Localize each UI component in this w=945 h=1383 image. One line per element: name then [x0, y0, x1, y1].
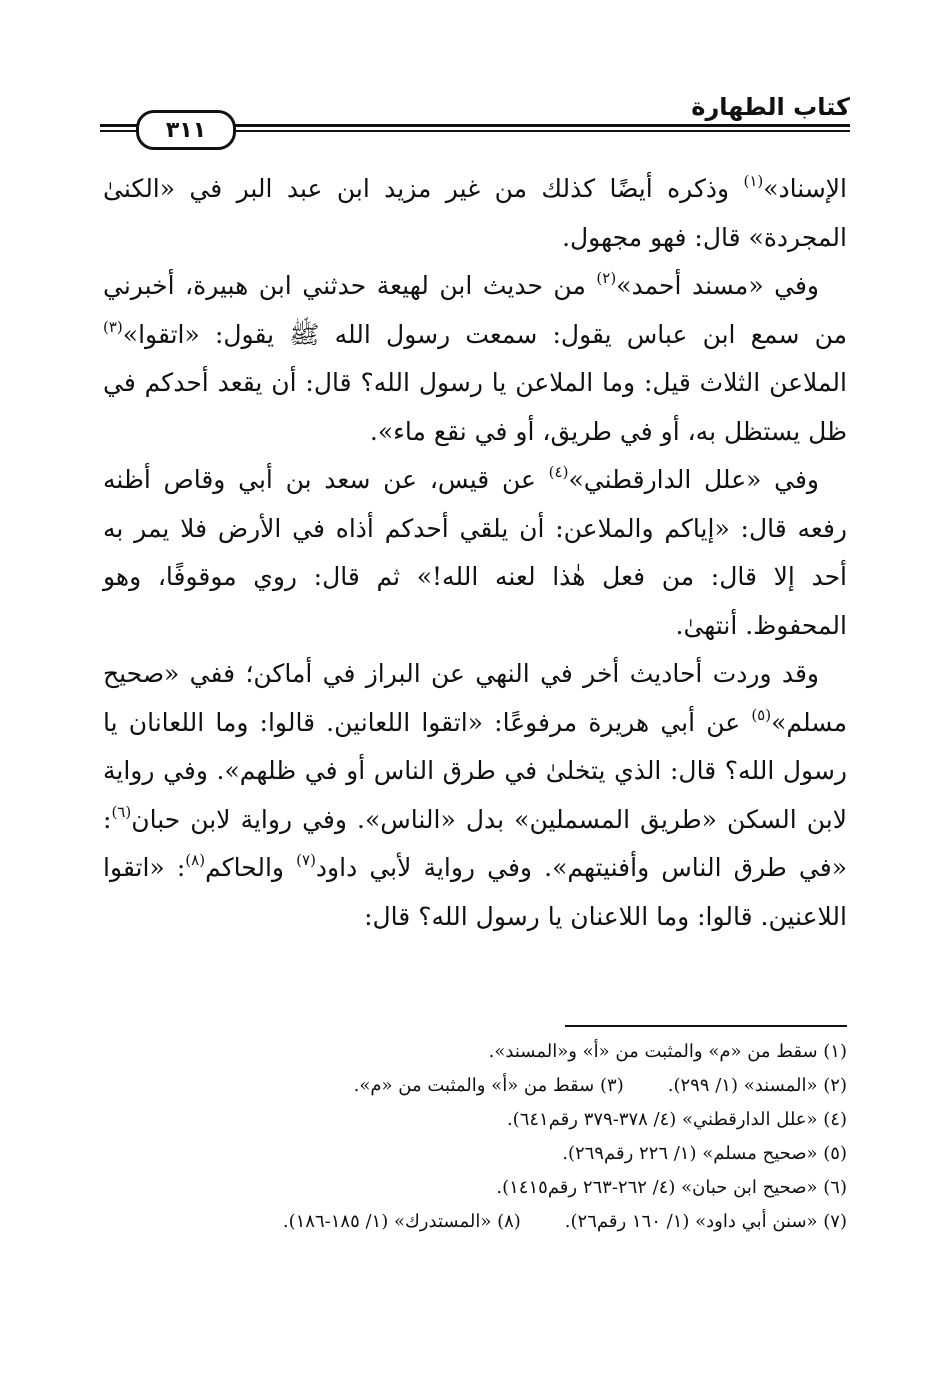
footnote-ref: (٧): [296, 851, 316, 869]
page-number-badge: [136, 110, 236, 150]
footnote-ref: (٦): [111, 802, 132, 821]
page-header: [100, 92, 850, 154]
text-run: : «في طرق الناس وأفنيتهم». وفي رواية لأبي داود: [103, 804, 847, 882]
footnote-5: (٥) «صحيح مسلم» (١/ ٢٢٦ رقم٢٦٩).: [562, 1143, 847, 1164]
text-run: الملاعن الثلاث قيل: وما الملاعن يا رسول الله؟ قال: أن يقعد أحدكم في ظل يستظل به، أو في طريق، أو في نقع ماء».: [103, 368, 847, 446]
footnote-4: (٤) «علل الدارقطني» (٤/ ٣٧٨-٣٧٩ رقم٦٤١).: [506, 1109, 847, 1130]
footnote-row-7-8: [103, 1205, 847, 1239]
paragraph-2: [103, 262, 847, 456]
page-number: ٣١١: [165, 117, 207, 143]
running-title: كتاب الطهارة: [691, 93, 850, 121]
text-run: وفي «علل الدارقطني»: [568, 465, 820, 494]
text-run: عن أبي هريرة مرفوعًا: «اتقوا اللعانين. قالوا: وما اللعانان يا رسول الله؟ قال: الذي يتخلىٰ في طرق الناس أو في ظلهم». وفي رواية لابن السكن «طريق المسملين» بدل «الناس». وفي رواية لابن حبان: [103, 707, 847, 834]
paragraph-1: [103, 165, 847, 262]
footnote-ref: (٥): [751, 705, 772, 724]
footnote-row-2-3: [103, 1069, 847, 1103]
footnote-1: (١) سقط من «م» والمثبت من «أ» و«المسند».: [488, 1041, 847, 1062]
footnote-3: (٣) سقط من «أ» والمثبت من «م».: [353, 1075, 624, 1096]
footnote-6: (٦) «صحيح ابن حبان» (٤/ ٢٦٢-٢٦٣ رقم١٤١٥).: [496, 1177, 847, 1198]
footnote-2: (٢) «المسند» (١/ ٢٩٩).: [667, 1075, 847, 1096]
text-run: من حديث ابن لهيعة حدثني ابن هبيرة، أخبرني من سمع ابن عباس يقول: سمعت رسول الله ﷺ يقول: «اتقوا»: [103, 271, 847, 349]
footnote-8: (٨) «المستدرك» (١/ ١٨٥-١٨٦).: [282, 1211, 521, 1232]
footnote-7: (٧) «سنن أبي داود» (١/ ١٦٠ رقم٢٦).: [564, 1211, 847, 1232]
main-text: [103, 165, 847, 941]
footnote-ref: (٨): [185, 851, 206, 869]
text-run: الإسناد»: [763, 174, 847, 203]
footnote-ref: (١): [743, 172, 764, 190]
footnotes: [103, 1035, 847, 1239]
footnote-separator: [565, 1025, 847, 1027]
footnote-ref: (٤): [548, 463, 569, 481]
text-run: عن قيس، عن سعد بن أبي وقاص أظنه رفعه قال: «إياكم والملاعن: أن يلقي أحدكم أذاه في الأرض فلا يمر به أحد إلا قال: من فعل هٰذا لعنه الله!» ثم قال: روي موقوفًا، وهو المحفوظ. أنتهىٰ.: [103, 465, 847, 640]
text-run: وفي «مسند أحمد»: [616, 271, 820, 300]
text-run: : «اتقوا اللاعنين. قالوا: وما اللاعنان يا رسول الله؟ قال:: [103, 853, 847, 931]
text-run: وذكره أيضًا كذلك من غير مزيد ابن عبد البر في «الكنىٰ المجردة» قال: فهو مجهول.: [103, 174, 847, 252]
text-run: وقد وردت أحاديث أخر في النهي عن البراز في أماكن؛ ففي «صحيح مسلم»: [103, 659, 847, 737]
text-run: والحاكم: [205, 853, 297, 882]
footnote-ref: (٢): [596, 269, 617, 287]
footnote-ref: (٣): [103, 317, 123, 336]
paragraph-4: [103, 650, 847, 941]
paragraph-3: [103, 456, 847, 650]
